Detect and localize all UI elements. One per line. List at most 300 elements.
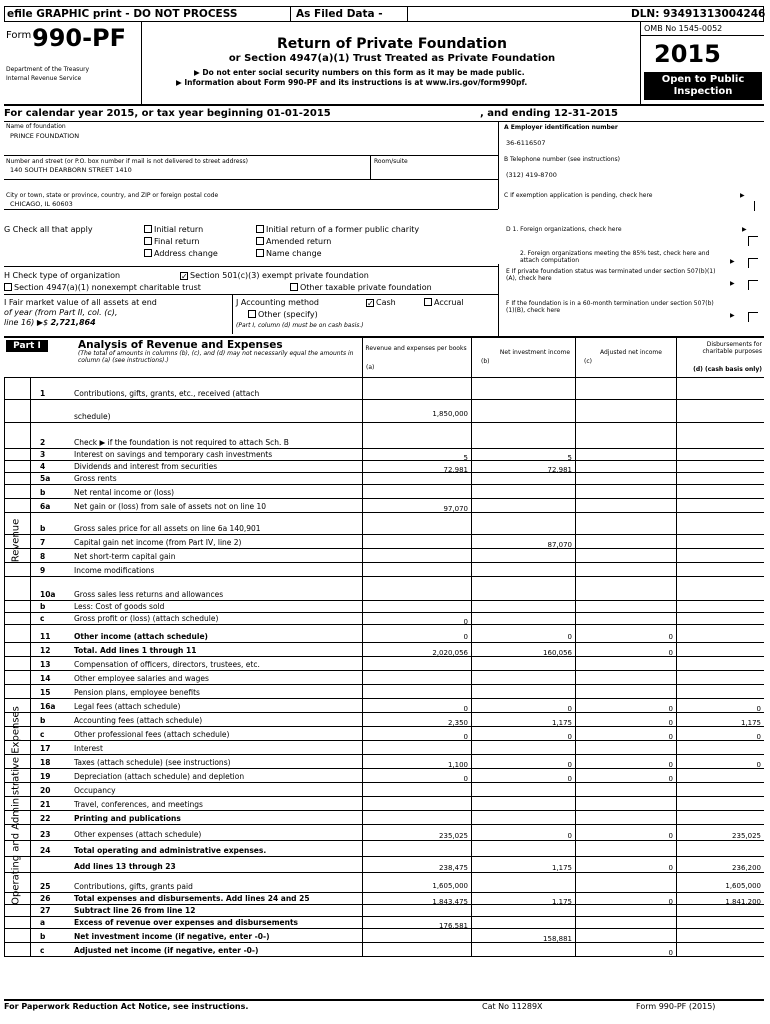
cell-a: 238,475: [362, 857, 471, 873]
cell-b: [471, 943, 575, 957]
name-change-checkbox[interactable]: Name change: [256, 249, 322, 258]
table-row: [4, 811, 764, 825]
cell-b: [471, 563, 575, 577]
city-state-zip: CHICAGO, IL 60603: [10, 200, 73, 208]
table-row: [4, 841, 764, 857]
cell-b: 0: [471, 755, 575, 769]
cell-b: [471, 400, 575, 423]
cell-a: 2,020,056: [362, 643, 471, 657]
line-number: 27: [40, 906, 51, 915]
line-description: Printing and publications: [74, 814, 181, 823]
cell-dd: 1,841,200: [676, 893, 764, 905]
part-title: Analysis of Revenue and Expenses: [78, 339, 283, 351]
cell-dd: [676, 625, 764, 643]
cell-c: [575, 377, 676, 400]
cell-dd: [676, 905, 764, 917]
form-title: Return of Private Foundation: [277, 36, 507, 52]
line-number: b: [40, 932, 46, 941]
line-description: schedule): [74, 412, 111, 421]
table-row: [4, 625, 764, 643]
table-row: [4, 461, 764, 473]
cell-c: [575, 841, 676, 857]
filed-label: As Filed Data -: [296, 8, 383, 20]
line-number: 26: [40, 894, 51, 903]
cell-c: [575, 499, 676, 513]
cell-dd: [676, 797, 764, 811]
cell-a: 5: [362, 449, 471, 461]
cell-b: [471, 905, 575, 917]
line-description: Accounting fees (attach schedule): [74, 716, 203, 725]
cell-b: [471, 841, 575, 857]
cell-dd: 1,175: [676, 713, 764, 727]
table-row: [4, 929, 764, 943]
cell-c: 0: [575, 943, 676, 957]
cell-a: [362, 943, 471, 957]
cell-dd: [676, 549, 764, 563]
cell-b: [471, 601, 575, 613]
cell-dd: [676, 769, 764, 783]
cell-a: 1,850,000: [362, 400, 471, 423]
cell-c: [575, 917, 676, 929]
cell-a: 235,025: [362, 825, 471, 841]
amended-return-checkbox[interactable]: Amended return: [256, 237, 331, 246]
line-number: 16a: [40, 702, 56, 711]
cell-a: [362, 535, 471, 549]
line-description: Subtract line 26 from line 12: [74, 906, 196, 915]
initial-return-checkbox[interactable]: Initial return: [144, 225, 203, 234]
table-row: [4, 535, 764, 549]
cell-a: [362, 549, 471, 563]
cell-b: [471, 783, 575, 797]
cell-c: [575, 563, 676, 577]
table-row: [4, 499, 764, 513]
cell-b: 158,881: [471, 929, 575, 943]
cell-a: [362, 513, 471, 535]
line-number: 12: [40, 646, 51, 655]
line-number: 4: [40, 462, 46, 471]
accrual-checkbox[interactable]: Accrual: [424, 298, 464, 307]
line-number: 11: [40, 632, 51, 641]
other-taxable-checkbox[interactable]: Other taxable private foundation: [290, 283, 432, 292]
d1-checkbox[interactable]: [748, 236, 758, 246]
cell-dd: [676, 535, 764, 549]
line-number: 10a: [40, 590, 56, 599]
table-row: [4, 577, 764, 601]
cell-dd: [676, 563, 764, 577]
line-description: Other income (attach schedule): [74, 632, 208, 641]
cell-b: [471, 811, 575, 825]
line-number: 1: [40, 389, 46, 398]
line-description: Legal fees (attach schedule): [74, 702, 181, 711]
cell-dd: [676, 377, 764, 400]
cell-b: [471, 685, 575, 699]
501c3-checkbox[interactable]: ✓ Section 501(c)(3) exempt private foundation: [181, 271, 369, 281]
cell-b: [471, 513, 575, 535]
cell-a: 0: [362, 613, 471, 625]
cell-a: [362, 657, 471, 671]
line-description: Dividends and interest from securities: [74, 462, 218, 471]
cell-a: 0: [362, 699, 471, 713]
cell-a: [362, 577, 471, 601]
form-header: Form 990-PF Department of the Treasury Internal Revenue Service Return of Private Foundation or Section 4947(a)(1) Trust Treated as Private Foundation ▶ Do not enter social security numbers on this form as it may be made public. ▶ Information about Form 990-PF and its instructions is at www.irs.gov/form990pf. OMB No 1545-0052 2015 Open to Public Inspection: [4, 22, 764, 106]
foundation-name: PRINCE FOUNDATION: [10, 132, 80, 140]
line-description: Net rental income or (loss): [74, 488, 175, 497]
table-row: [4, 797, 764, 811]
cell-dd: [676, 783, 764, 797]
cell-a: 97,070: [362, 499, 471, 513]
cell-c: [575, 613, 676, 625]
cell-c: [575, 797, 676, 811]
cell-b: [471, 577, 575, 601]
tax-year: 2015: [654, 40, 721, 68]
cell-c: 0: [575, 699, 676, 713]
line-description: Add lines 13 through 23: [74, 862, 176, 871]
cell-c: [575, 535, 676, 549]
line-description: Net investment income (if negative, enter -0-): [74, 932, 270, 941]
cell-a: 0: [362, 727, 471, 741]
cell-dd: [676, 917, 764, 929]
table-row: [4, 857, 764, 873]
table-row: [4, 755, 764, 769]
cell-c: [575, 423, 676, 449]
cell-c: [575, 657, 676, 671]
cell-a: [362, 473, 471, 485]
table-row: [4, 769, 764, 783]
line-description: Adjusted net income (if negative, enter -0-): [74, 946, 259, 955]
line-description: Gross sales less returns and allowances: [74, 590, 224, 599]
cell-dd: [676, 671, 764, 685]
cell-a: [362, 797, 471, 811]
part-tag: Part I: [6, 340, 48, 352]
line-description: Net short-term capital gain: [74, 552, 176, 561]
cell-a: [362, 929, 471, 943]
cell-c: 0: [575, 713, 676, 727]
cell-a: [362, 685, 471, 699]
cell-a: 72,981: [362, 461, 471, 473]
table-row: [4, 449, 764, 461]
cell-dd: [676, 423, 764, 449]
cell-b: [471, 917, 575, 929]
cell-c: [575, 811, 676, 825]
cell-b: 1,175: [471, 893, 575, 905]
table-row: [4, 643, 764, 657]
cell-dd: [676, 943, 764, 957]
line-description: Travel, conferences, and meetings: [74, 800, 203, 809]
cell-dd: 0: [676, 699, 764, 713]
line-description: Taxes (attach schedule) (see instructions): [74, 758, 231, 767]
line-number: c: [40, 730, 45, 739]
top-bar: [4, 6, 764, 22]
line-number: a: [40, 918, 46, 927]
cell-dd: [676, 461, 764, 473]
line-description: Total operating and administrative expenses.: [74, 846, 267, 855]
table-row: [4, 657, 764, 671]
dln: DLN: 93491313004246: [631, 8, 766, 20]
line-number: 23: [40, 830, 51, 839]
cell-dd: [676, 643, 764, 657]
cell-dd: 0: [676, 755, 764, 769]
cell-c: [575, 783, 676, 797]
cell-c: [575, 549, 676, 563]
cell-b: [471, 377, 575, 400]
cell-a: 1,100: [362, 755, 471, 769]
4947-checkbox[interactable]: Section 4947(a)(1) nonexempt charitable trust: [4, 283, 201, 292]
line-description: Less: Cost of goods sold: [74, 602, 165, 611]
line-number: 13: [40, 660, 51, 669]
cell-a: [362, 741, 471, 755]
line-number: b: [40, 488, 46, 497]
line-description: Gross sales price for all assets on line 6a 140,901: [74, 524, 261, 533]
line-number: b: [40, 524, 46, 533]
table-row: [4, 671, 764, 685]
table-row: [4, 377, 764, 400]
table-row: [4, 513, 764, 535]
cell-dd: [676, 577, 764, 601]
line-number: 9: [40, 566, 46, 575]
line-description: Contributions, gifts, grants, etc., received (attach: [74, 389, 260, 398]
cell-dd: [676, 601, 764, 613]
cell-b: 1,175: [471, 713, 575, 727]
line-number: 14: [40, 674, 51, 683]
cell-b: [471, 613, 575, 625]
cell-b: [471, 549, 575, 563]
cell-c: 0: [575, 755, 676, 769]
cell-b: [471, 741, 575, 755]
org-ids: A Employer identification number 36-6116507 B Telephone number (see instructions) (312) 419-8700 C If exemption application is pending, check here ▶: [500, 121, 764, 209]
cat-number: Cat No 11289X: [482, 1002, 543, 1011]
cell-dd: [676, 657, 764, 671]
line-number: 24: [40, 846, 51, 855]
line-number: 21: [40, 800, 51, 809]
cell-dd: [676, 499, 764, 513]
line-description: Total. Add lines 1 through 11: [74, 646, 197, 655]
cell-b: [471, 485, 575, 499]
line-number: 5a: [40, 474, 51, 483]
table-row: [4, 727, 764, 741]
table-row: [4, 699, 764, 713]
cell-b: 0: [471, 727, 575, 741]
f-checkbox[interactable]: [748, 312, 758, 322]
cell-dd: [676, 811, 764, 825]
cell-c: [575, 671, 676, 685]
line-description: Other expenses (attach schedule): [74, 830, 202, 839]
cell-dd: [676, 685, 764, 699]
line-description: Total expenses and disbursements. Add lines 24 and 25: [74, 894, 310, 903]
table-row: [4, 400, 764, 423]
cell-c: [575, 741, 676, 755]
cell-b: [471, 473, 575, 485]
cell-dd: [676, 449, 764, 461]
line-description: Capital gain net income (from Part IV, line 2): [74, 538, 242, 547]
line-description: Occupancy: [74, 786, 116, 795]
table-row: [4, 549, 764, 563]
cell-dd: [676, 613, 764, 625]
calendar-year-line: For calendar year 2015, or tax year beginning 01-01-2015: [4, 108, 331, 119]
cell-a: [362, 841, 471, 857]
cell-c: 0: [575, 857, 676, 873]
address-change-checkbox[interactable]: Address change: [144, 249, 218, 258]
omb-number: OMB No 1545-0052: [644, 24, 723, 33]
cell-b: [471, 499, 575, 513]
line-description: Check ▶ if the foundation is not required to attach Sch. B: [74, 438, 289, 447]
line-description: Interest on savings and temporary cash investments: [74, 450, 273, 459]
line-description: Net gain or (loss) from sale of assets not on line 10: [74, 502, 267, 511]
d2-checkbox[interactable]: [748, 258, 758, 268]
footer-form: Form 990-PF (2015): [636, 1002, 716, 1011]
line-number: 19: [40, 772, 51, 781]
line-description: Excess of revenue over expenses and disbursements: [74, 918, 299, 927]
final-return-checkbox[interactable]: Final return: [144, 237, 199, 246]
table-row: [4, 423, 764, 449]
line-description: Gross profit or (loss) (attach schedule): [74, 614, 219, 623]
table-row: [4, 917, 764, 929]
form-number: 990-PF: [32, 24, 127, 52]
table-row: [4, 741, 764, 755]
cell-c: [575, 685, 676, 699]
table-row: [4, 943, 764, 957]
cash-checkbox[interactable]: ✓ Cash: [367, 298, 396, 308]
cell-c: 0: [575, 825, 676, 841]
cell-a: 0: [362, 625, 471, 643]
telephone: (312) 419-8700: [506, 171, 557, 179]
line-number: b: [40, 716, 46, 725]
expenses-side-label: Operating and Administrative Expenses: [10, 706, 22, 905]
cell-c: [575, 400, 676, 423]
cell-a: [362, 601, 471, 613]
cell-dd: [676, 473, 764, 485]
line-number: 25: [40, 882, 51, 891]
cell-b: [471, 873, 575, 893]
cell-dd: [676, 929, 764, 943]
cell-c: [575, 449, 676, 461]
line-number: 17: [40, 744, 51, 753]
line-description: Other professional fees (attach schedule): [74, 730, 230, 739]
cell-a: [362, 563, 471, 577]
line-number: 18: [40, 758, 51, 767]
cell-b: 0: [471, 625, 575, 643]
table-row: [4, 473, 764, 485]
cell-a: [362, 671, 471, 685]
table-row: [4, 685, 764, 699]
cell-b: [471, 657, 575, 671]
table-row: [4, 873, 764, 893]
cell-a: [362, 485, 471, 499]
revenue-side-label: Revenue: [10, 518, 22, 563]
cell-c: [575, 873, 676, 893]
line-description: Contributions, gifts, grants paid: [74, 882, 193, 891]
line-description: Interest: [74, 744, 103, 753]
cell-a: [362, 905, 471, 917]
line-description: Income modifications: [74, 566, 155, 575]
line-number: 2: [40, 438, 46, 447]
cell-dd: [676, 841, 764, 857]
cell-dd: 0: [676, 727, 764, 741]
cell-b: 87,070: [471, 535, 575, 549]
line-description: Gross rents: [74, 474, 117, 483]
cell-a: 0: [362, 769, 471, 783]
cell-c: 0: [575, 893, 676, 905]
cell-c: [575, 461, 676, 473]
cell-b: [471, 423, 575, 449]
cell-dd: 236,200: [676, 857, 764, 873]
cell-b: 0: [471, 825, 575, 841]
line-number: 7: [40, 538, 46, 547]
line-description: Other employee salaries and wages: [74, 674, 209, 683]
cell-c: [575, 601, 676, 613]
cell-b: 72,981: [471, 461, 575, 473]
table-row: [4, 783, 764, 797]
footer-notice: For Paperwork Reduction Act Notice, see instructions.: [4, 1002, 249, 1011]
table-row: [4, 893, 764, 905]
efile-label: efile GRAPHIC print - DO NOT PROCESS: [7, 8, 238, 20]
line-number: 20: [40, 786, 51, 795]
line-description: Depreciation (attach schedule) and depletion: [74, 772, 245, 781]
cell-c: 0: [575, 625, 676, 643]
table-row: [4, 825, 764, 841]
cell-b: [471, 671, 575, 685]
cell-a: 176,581: [362, 917, 471, 929]
line-description: Compensation of officers, directors, trustees, etc.: [74, 660, 260, 669]
cell-c: [575, 485, 676, 499]
line-number: 6a: [40, 502, 51, 511]
cell-b: 0: [471, 769, 575, 783]
table-row: [4, 485, 764, 499]
cell-a: [362, 811, 471, 825]
cell-dd: [676, 400, 764, 423]
initial-former-public-checkbox[interactable]: Initial return of a former public charity: [256, 225, 419, 234]
cell-a: [362, 423, 471, 449]
org-info: Name of foundation PRINCE FOUNDATION Number and street (or P.O. box number if mail is not delivered to street address) 140 SOUTH DEARBORN STREET 1410 Room/suite City or town, state or province, country, and ZIP or foreign postal code CHICAGO, IL 60603: [4, 121, 498, 209]
cell-a: 1,605,000: [362, 873, 471, 893]
street-address: 140 SOUTH DEARBORN STREET 1410: [10, 166, 132, 174]
cell-a: [362, 377, 471, 400]
cell-c: 0: [575, 727, 676, 741]
fmv-value: 2,721,864: [50, 318, 96, 327]
table-row: [4, 713, 764, 727]
table-row: [4, 613, 764, 625]
line-number: 15: [40, 688, 51, 697]
line-number: 3: [40, 450, 46, 459]
cell-c: [575, 473, 676, 485]
cell-dd: [676, 741, 764, 755]
cell-dd: 235,025: [676, 825, 764, 841]
cell-a: [362, 783, 471, 797]
line-number: 22: [40, 814, 51, 823]
line-description: Pension plans, employee benefits: [74, 688, 200, 697]
e-checkbox[interactable]: [748, 280, 758, 290]
cell-b: 1,175: [471, 857, 575, 873]
line-number: 8: [40, 552, 46, 561]
cell-a: 2,350: [362, 713, 471, 727]
cell-a: 1,843,475: [362, 893, 471, 905]
line-number: c: [40, 614, 45, 623]
cell-c: 0: [575, 769, 676, 783]
line-number: c: [40, 946, 45, 955]
cell-c: [575, 905, 676, 917]
ein: 36-6116507: [506, 139, 546, 147]
cell-b: 160,056: [471, 643, 575, 657]
cell-dd: [676, 513, 764, 535]
cell-dd: 1,605,000: [676, 873, 764, 893]
cell-c: [575, 577, 676, 601]
cell-c: [575, 929, 676, 943]
other-method-checkbox[interactable]: Other (specify): [248, 310, 318, 319]
cell-b: [471, 797, 575, 811]
cell-b: 5: [471, 449, 575, 461]
public-inspection-badge: Open to Public Inspection: [644, 72, 762, 100]
table-row: [4, 601, 764, 613]
line-number: b: [40, 602, 46, 611]
